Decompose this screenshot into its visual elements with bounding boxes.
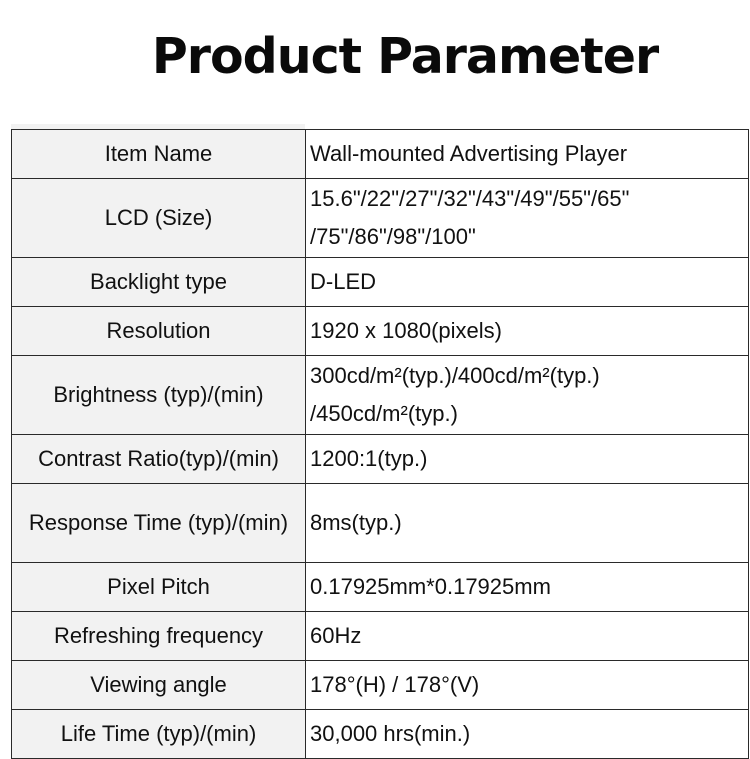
row-value: 15.6"/22"/27"/32"/43"/49"/55"/65" /75"/86"/98"/100": [306, 179, 749, 258]
table-row: [12, 612, 749, 661]
row-value: 8ms(typ.): [306, 484, 749, 563]
table-row: [12, 435, 749, 484]
row-label: Refreshing frequency: [12, 612, 306, 661]
table-row: [12, 356, 749, 435]
row-value: 300cd/m²(typ.)/400cd/m²(typ.) /450cd/m²(typ.): [306, 356, 749, 435]
table-row: [12, 484, 749, 563]
table-row: [12, 307, 749, 356]
row-label: Contrast Ratio(typ)/(min): [12, 435, 306, 484]
row-label: Item Name: [12, 130, 306, 179]
page-title: Product Parameter: [151, 28, 659, 85]
row-value: 1200:1(typ.): [306, 435, 749, 484]
row-label: Response Time (typ)/(min): [12, 484, 306, 563]
table-row: [12, 661, 749, 710]
row-value: 0.17925mm*0.17925mm: [306, 563, 749, 612]
row-label: Resolution: [12, 307, 306, 356]
row-label: Life Time (typ)/(min): [12, 710, 306, 759]
row-value: 1920 x 1080(pixels): [306, 307, 749, 356]
row-label: Viewing angle: [12, 661, 306, 710]
table-row: [12, 563, 749, 612]
row-value: D-LED: [306, 258, 749, 307]
row-label: Pixel Pitch: [12, 563, 306, 612]
table-row: [12, 179, 749, 258]
row-label: LCD (Size): [12, 179, 306, 258]
row-label: Brightness (typ)/(min): [12, 356, 306, 435]
row-value: Wall-mounted Advertising Player: [306, 130, 749, 179]
row-value: 60Hz: [306, 612, 749, 661]
table-row: [12, 258, 749, 307]
row-label: Backlight type: [12, 258, 306, 307]
row-value: 178°(H) / 178°(V): [306, 661, 749, 710]
table-row: [12, 130, 749, 179]
row-value: 30,000 hrs(min.): [306, 710, 749, 759]
table-row: [12, 710, 749, 759]
spec-table: [11, 129, 749, 759]
